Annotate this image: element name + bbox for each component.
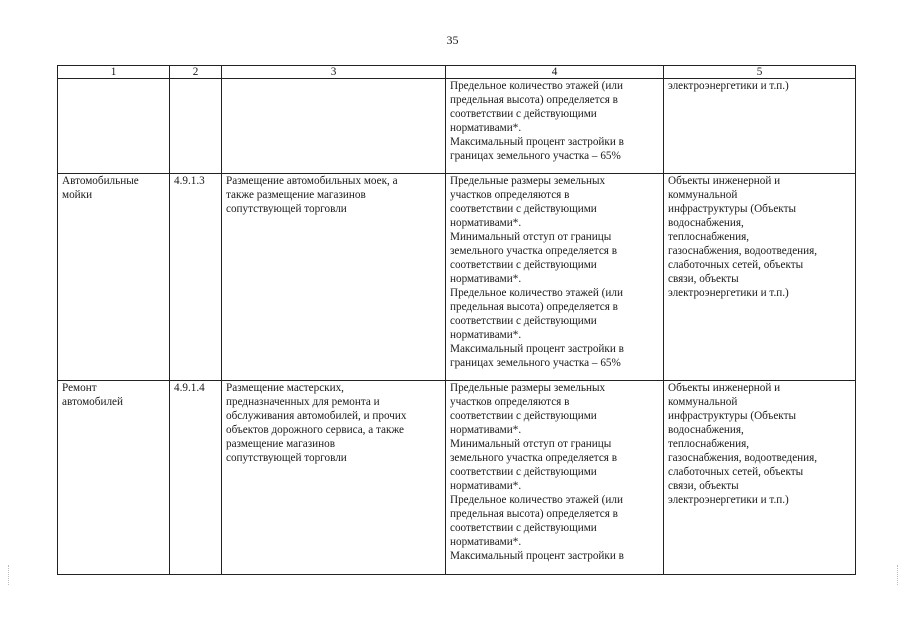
- text-line: газоснабжения, водоотведения,: [668, 245, 818, 257]
- text-line: Размещение автомобильных моек, а: [226, 175, 398, 187]
- text-line: теплоснабжения,: [668, 231, 750, 243]
- text-line: нормативами*.: [450, 273, 522, 285]
- use-name-cell: [58, 174, 170, 381]
- table-row: [58, 79, 856, 174]
- use-description-cell: [222, 174, 446, 381]
- header-col-4: 4: [446, 66, 664, 79]
- use-name-cell: [58, 79, 170, 174]
- text-line: инфраструктуры (Объекты: [668, 203, 797, 215]
- use-name-cell: [58, 381, 170, 575]
- text-line: Предельные размеры земельных: [450, 382, 606, 394]
- text-line: Максимальный процент застройки в: [450, 343, 624, 355]
- text-line: коммунальной: [668, 396, 738, 408]
- text-line: водоснабжения,: [668, 424, 744, 436]
- text-line: электроэнергетики и т.п.): [668, 80, 789, 92]
- text-line: автомобилей: [62, 396, 123, 408]
- use-code: 4.9.1.3: [174, 175, 205, 187]
- text-line: газоснабжения, водоотведения,: [668, 452, 818, 464]
- text-line: нормативами*.: [450, 217, 522, 229]
- use-code: 4.9.1.4: [174, 382, 205, 394]
- text-line: Предельное количество этажей (или: [450, 80, 623, 92]
- header-col-1: 1: [58, 66, 170, 79]
- text-line: Предельное количество этажей (или: [450, 287, 623, 299]
- text-line: обслуживания автомобилей, и прочих: [226, 410, 407, 422]
- text-line: размещение магазинов: [226, 438, 335, 450]
- zoning-table: [57, 65, 856, 575]
- scan-edge-mark-left: [8, 565, 10, 585]
- text-line: границах земельного участка – 65%: [450, 357, 621, 369]
- text-line: Максимальный процент застройки в: [450, 136, 624, 148]
- text-line: Объекты инженерной и: [668, 382, 781, 394]
- use-description-cell: [222, 79, 446, 174]
- header-col-3: 3: [222, 66, 446, 79]
- text-line: электроэнергетики и т.п.): [668, 287, 789, 299]
- text-line: предельная высота) определяется в: [450, 94, 618, 106]
- text-line: слаботочных сетей, объекты: [668, 466, 804, 478]
- parameters-cell: [446, 381, 664, 575]
- header-col-2: 2: [170, 66, 222, 79]
- text-line: соответствии с действующими: [450, 203, 597, 215]
- text-line: земельного участка определяется в: [450, 245, 618, 257]
- text-line: мойки: [62, 189, 93, 201]
- text-line: участков определяются в: [450, 396, 570, 408]
- objects-cell: [664, 79, 856, 174]
- text-line: Автомобильные: [62, 175, 139, 187]
- use-code-cell: [170, 79, 222, 174]
- text-line: предназначенных для ремонта и: [226, 396, 380, 408]
- text-line: участков определяются в: [450, 189, 570, 201]
- table-header-row: [58, 66, 856, 79]
- text-line: Минимальный отступ от границы: [450, 231, 612, 243]
- text-line: Предельные размеры земельных: [450, 175, 606, 187]
- text-line: нормативами*.: [450, 536, 522, 548]
- text-line: нормативами*.: [450, 329, 522, 341]
- table-row: [58, 174, 856, 381]
- text-line: Максимальный процент застройки в: [450, 550, 624, 562]
- text-line: водоснабжения,: [668, 217, 744, 229]
- text-line: нормативами*.: [450, 424, 522, 436]
- text-line: предельная высота) определяется в: [450, 301, 618, 313]
- text-line: предельная высота) определяется в: [450, 508, 618, 520]
- table-row: [58, 381, 856, 575]
- use-code-cell: [170, 174, 222, 381]
- text-line: соответствии с действующими: [450, 259, 597, 271]
- text-line: Объекты инженерной и: [668, 175, 781, 187]
- objects-cell: [664, 174, 856, 381]
- parameters-cell: [446, 79, 664, 174]
- scan-edge-mark-right: [897, 565, 899, 585]
- text-line: соответствии с действующими: [450, 108, 597, 120]
- text-line: Ремонт: [62, 382, 97, 394]
- use-description-cell: [222, 381, 446, 575]
- text-line: сопутствующей торговли: [226, 203, 347, 215]
- use-code-cell: [170, 381, 222, 575]
- text-line: соответствии с действующими: [450, 522, 597, 534]
- text-line: границах земельного участка – 65%: [450, 150, 621, 162]
- text-line: объектов дорожного сервиса, а также: [226, 424, 404, 436]
- text-line: соответствии с действующими: [450, 410, 597, 422]
- page-number: 35: [446, 33, 459, 47]
- text-line: связи, объекты: [668, 273, 739, 285]
- text-line: Минимальный отступ от границы: [450, 438, 612, 450]
- text-line: Размещение мастерских,: [226, 382, 344, 394]
- text-line: коммунальной: [668, 189, 738, 201]
- text-line: сопутствующей торговли: [226, 452, 347, 464]
- text-line: земельного участка определяется в: [450, 452, 618, 464]
- text-line: электроэнергетики и т.п.): [668, 494, 789, 506]
- text-line: инфраструктуры (Объекты: [668, 410, 797, 422]
- text-line: также размещение магазинов: [226, 189, 366, 201]
- header-col-5: 5: [664, 66, 856, 79]
- text-line: слаботочных сетей, объекты: [668, 259, 804, 271]
- text-line: нормативами*.: [450, 122, 522, 134]
- text-line: теплоснабжения,: [668, 438, 750, 450]
- text-line: соответствии с действующими: [450, 466, 597, 478]
- text-line: нормативами*.: [450, 480, 522, 492]
- text-line: Предельное количество этажей (или: [450, 494, 623, 506]
- objects-cell: [664, 381, 856, 575]
- parameters-cell: [446, 174, 664, 381]
- text-line: связи, объекты: [668, 480, 739, 492]
- text-line: соответствии с действующими: [450, 315, 597, 327]
